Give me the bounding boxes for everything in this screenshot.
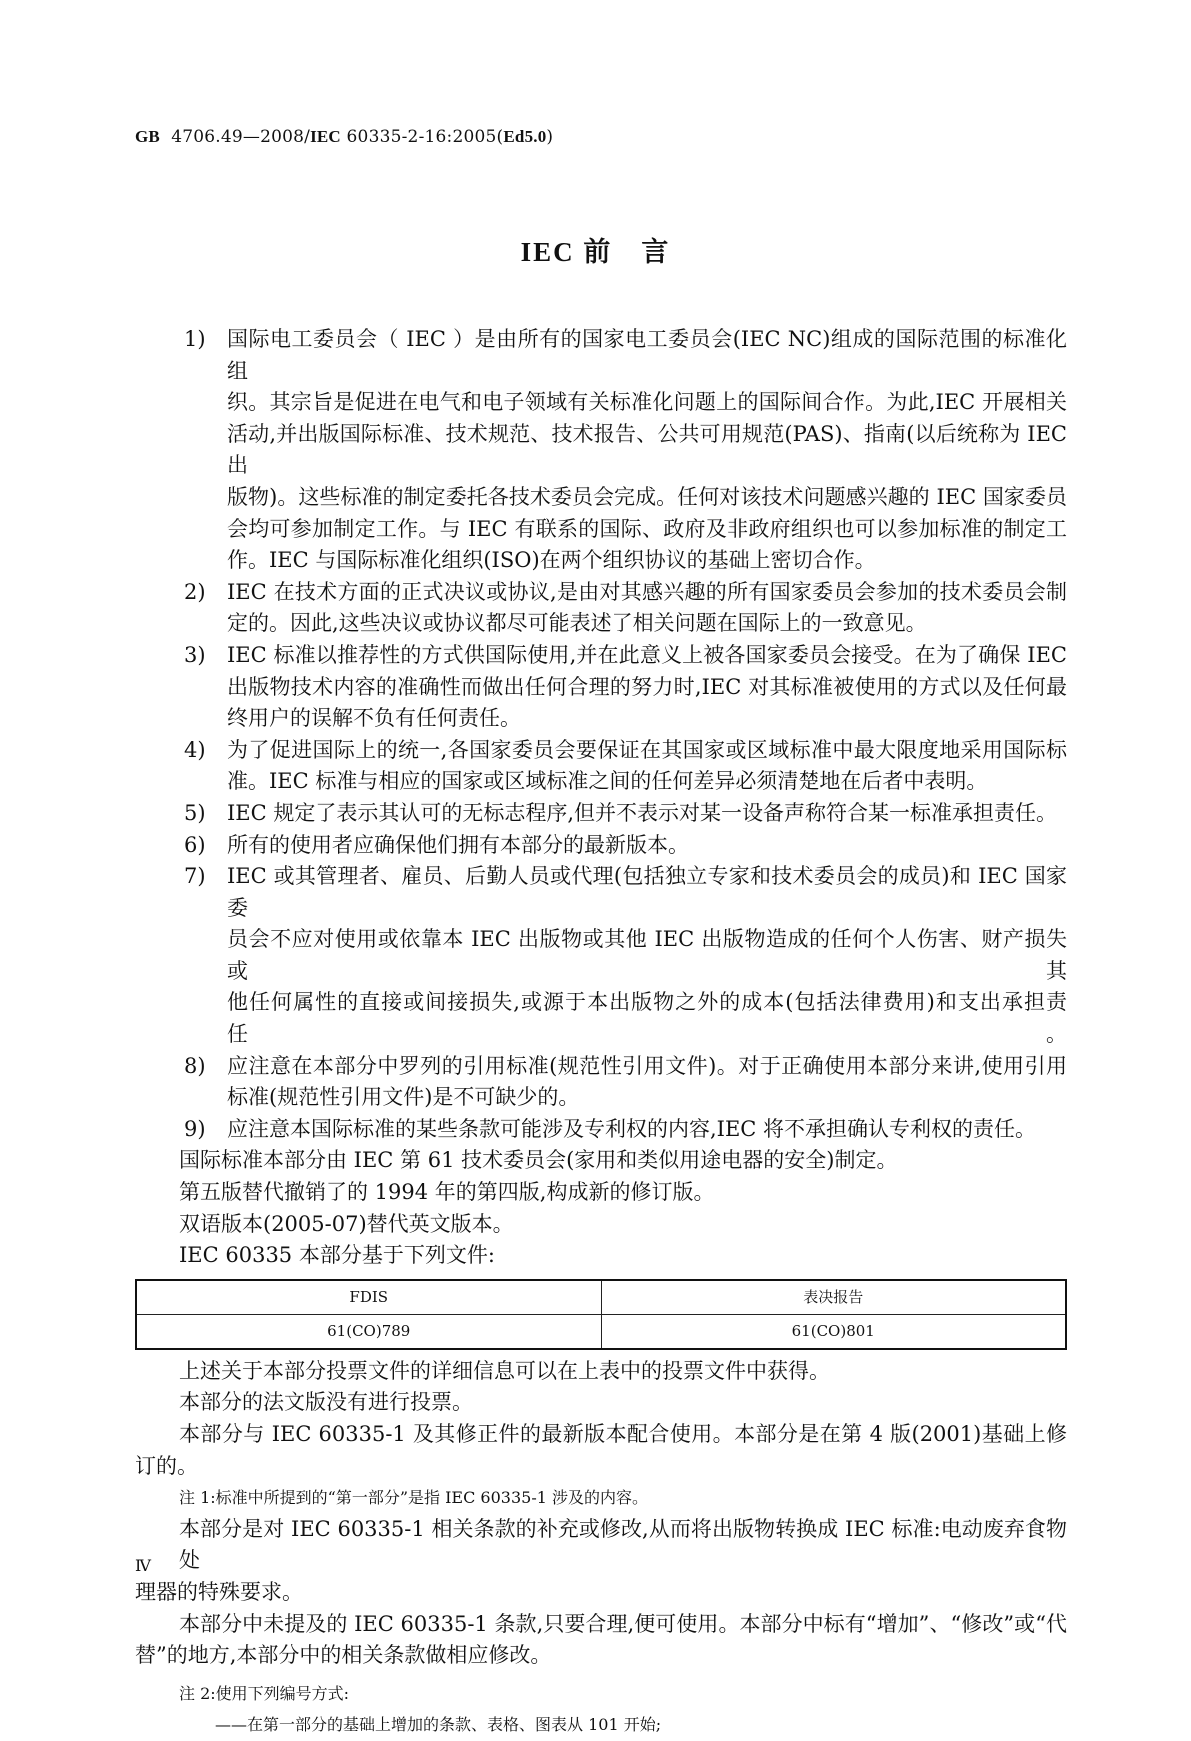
- paragraph: 本部分是对 IEC 60335-1 相关条款的补充或修改,从而将出版物转换成 IEC 标准:电动废弃食物处: [179, 1516, 1067, 1573]
- item-number: 8): [184, 1053, 206, 1078]
- text-line: IEC 或其管理者、雇员、后勤人员或代理(包括独立专家和技术委员会的成员)和 IEC 国家委: [227, 864, 1067, 920]
- document-body: [135, 324, 1067, 1741]
- item-number: 5): [184, 800, 206, 825]
- list-item: [135, 324, 1067, 577]
- text-line: IEC 规定了表示其认可的无标志程序,但并不表示对某一设备声称符合某一标准承担责任。: [227, 800, 1058, 825]
- item-number: 4): [184, 737, 206, 762]
- list-item: [135, 577, 1067, 640]
- item-number: 9): [184, 1116, 206, 1141]
- item-number: 6): [184, 832, 206, 857]
- paragraph: IEC 60335 本部分基于下列文件:: [179, 1243, 495, 1268]
- text-line: 出版物技术内容的准确性而做出任何合理的努力时,IEC 对其标准被使用的方式以及任何最: [227, 674, 1067, 699]
- list-item: [135, 735, 1067, 798]
- list-item: [135, 830, 1067, 862]
- table-cell: 61(CO)789: [136, 1314, 601, 1349]
- text-line: 活动,并出版国际标准、技术规范、技术报告、公共可用规范(PAS)、指南(以后统称为 IEC 出: [227, 421, 1067, 478]
- note: 注 1:标准中所提到的“第一部分”是指 IEC 60335-1 涉及的内容。: [179, 1488, 649, 1508]
- note: 注 2:使用下列编号方式:: [179, 1683, 350, 1703]
- paragraph: 国际标准本部分由 IEC 第 61 技术委员会(家用和类似用途电器的安全)制定。: [179, 1148, 898, 1173]
- text-line: 版物)。这些标准的制定委托各技术委员会完成。任何对该技术问题感兴趣的 IEC 国家委员: [227, 484, 1067, 509]
- table-cell: 61(CO)801: [601, 1314, 1066, 1349]
- voting-documents-table: [135, 1279, 1067, 1350]
- text-line: 应注意在本部分中罗列的引用标准(规范性引用文件)。对于正确使用本部分来讲,使用引用: [227, 1053, 1067, 1078]
- text-line: 他任何属性的直接或间接损失,或源于本出版物之外的成本(包括法律费用)和支出承担责任。: [227, 990, 1067, 1047]
- list-item: [135, 1051, 1067, 1114]
- header-gb: GB: [135, 127, 160, 146]
- header-ref: 60335-2-16:2005(: [346, 127, 504, 147]
- list-item: [135, 1114, 1067, 1146]
- text-line: IEC 标准以推荐性的方式供国际使用,并在此意义上被各国家委员会接受。在为了确保 IEC: [227, 642, 1067, 667]
- paragraph-continuation: 理器的特殊要求。: [135, 1579, 303, 1604]
- item-number: 7): [184, 864, 206, 889]
- header-iec: IEC: [310, 127, 341, 146]
- item-number: 2): [184, 579, 206, 604]
- text-line: 定的。因此,这些决议或协议都尽可能表述了相关问题在国际上的一致意见。: [227, 611, 927, 636]
- text-line: 织。其宗旨是促进在电气和电子领域有关标准化问题上的国际间合作。为此,IEC 开展相关: [227, 390, 1067, 415]
- table-header-cell: FDIS: [136, 1280, 601, 1315]
- text-line: 标准(规范性引用文件)是不可缺少的。: [227, 1085, 580, 1110]
- text-line: 国际电工委员会（ IEC ）是由所有的国家电工委员会(IEC NC)组成的国际范围的标准化组: [227, 327, 1067, 383]
- header-close: ): [546, 127, 554, 147]
- text-line: 所有的使用者应确保他们拥有本部分的最新版本。: [227, 832, 689, 857]
- text-line: 作。IEC 与国际标准化组织(ISO)在两个组织协议的基础上密切合作。: [227, 548, 876, 573]
- text-line: 应注意本国际标准的某些条款可能涉及专利权的内容,IEC 将不承担确认专利权的责任。: [227, 1116, 1037, 1141]
- document-header: [135, 127, 553, 147]
- paragraph-continuation: 订的。: [135, 1453, 198, 1478]
- list-item: [135, 861, 1067, 1051]
- text-line: 员会不应对使用或依靠本 IEC 出版物或其他 IEC 出版物造成的任何个人伤害、财产损失或其: [227, 927, 1067, 983]
- header-edition: Ed5.0: [503, 127, 547, 146]
- text-line: 终用户的误解不负有任何责任。: [227, 706, 521, 731]
- text-line: 准。IEC 标准与相应的国家或区域标准之间的任何差异必须清楚地在后者中表明。: [227, 769, 988, 794]
- paragraph: 本部分的法文版没有进行投票。: [179, 1390, 473, 1415]
- page-title: IEC 前 言: [520, 237, 671, 267]
- page-number: Ⅳ: [135, 1556, 151, 1575]
- item-number: 1): [184, 327, 206, 351]
- paragraph: 双语版本(2005-07)替代英文版本。: [179, 1211, 514, 1236]
- list-item: [135, 640, 1067, 735]
- text-line: 为了促进国际上的统一,各国家委员会要保证在其国家或区域标准中最大限度地采用国际标: [227, 737, 1067, 762]
- table-header-row: [136, 1280, 1066, 1315]
- item-number: 3): [184, 642, 206, 667]
- text-line: IEC 在技术方面的正式决议或协议,是由对其感兴趣的所有国家委员会参加的技术委员会制: [227, 579, 1067, 604]
- text-line: 会均可参加制定工作。与 IEC 有联系的国际、政府及非政府组织也可以参加标准的制定工: [227, 516, 1067, 541]
- paragraph: 本部分中未提及的 IEC 60335-1 条款,只要合理,便可使用。本部分中标有“增加”、“修改”或“代: [179, 1611, 1067, 1636]
- paragraph: 本部分与 IEC 60335-1 及其修正件的最新版本配合使用。本部分是在第 4 版(2001)基础上修: [179, 1422, 1067, 1446]
- paragraph: 上述关于本部分投票文件的详细信息可以在上表中的投票文件中获得。: [179, 1358, 830, 1383]
- list-item: [135, 798, 1067, 830]
- header-code: 4706.49—2008/: [171, 127, 311, 147]
- note-dash-item: ——在第一部分的基础上增加的条款、表格、图表从 101 开始;: [215, 1715, 662, 1735]
- table-row: [136, 1314, 1066, 1349]
- table-header-cell: 表决报告: [601, 1280, 1066, 1315]
- paragraph: 第五版替代撤销了的 1994 年的第四版,构成新的修订版。: [179, 1180, 715, 1205]
- paragraph-continuation: 替”的地方,本部分中的相关条款做相应修改。: [135, 1643, 552, 1668]
